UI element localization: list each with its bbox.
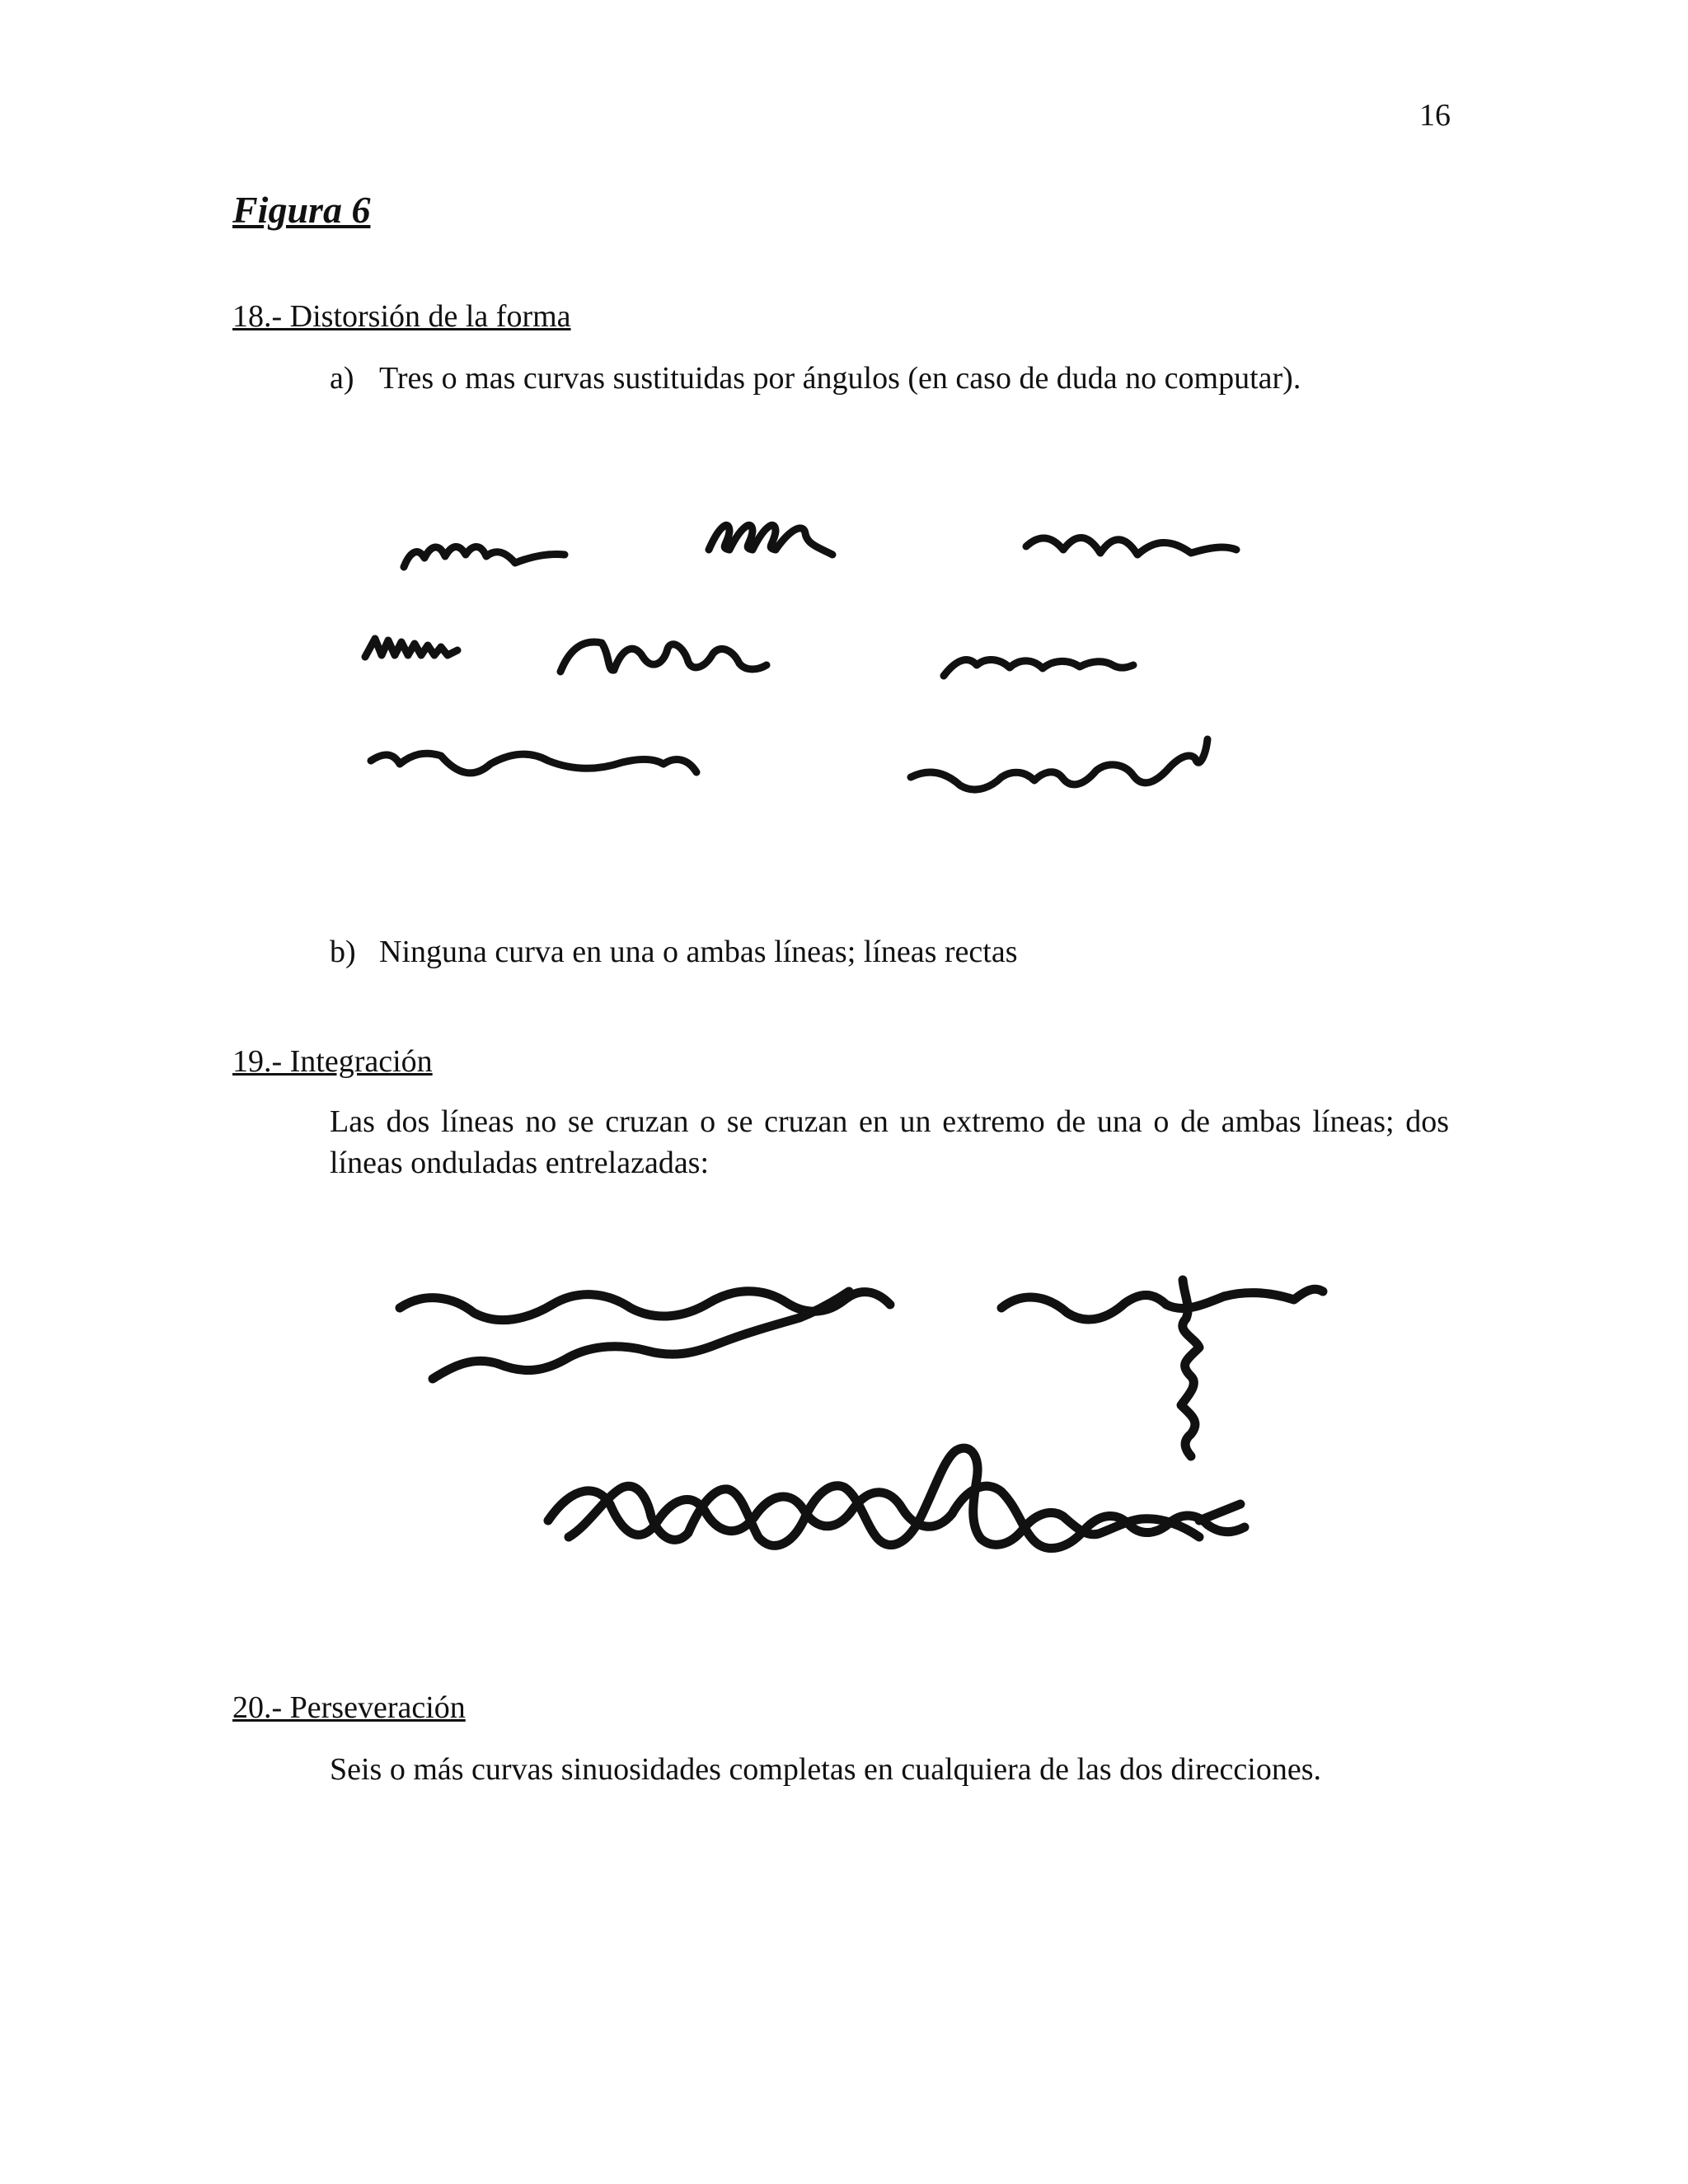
section-18-item-b bbox=[330, 931, 1018, 972]
item-a-label: a) bbox=[330, 361, 354, 396]
item-b-text: Ninguna curva en una o ambas líneas; líneas rectas bbox=[379, 935, 1018, 969]
integration-illustration bbox=[375, 1240, 1418, 1619]
sample-stroke-5 bbox=[560, 642, 767, 672]
figure-title: Figura 6 bbox=[232, 189, 371, 231]
sample-stroke-1 bbox=[404, 546, 565, 567]
sample-stroke-7 bbox=[371, 753, 696, 773]
right-horizontal-wave bbox=[1001, 1289, 1323, 1319]
section-18-heading: 18.- Distorsión de la forma bbox=[232, 299, 571, 334]
section-20-text: Seis o más curvas sinuosidades completas en cualquiera de las dos direcciones. bbox=[330, 1752, 1321, 1787]
section-18-item-a bbox=[330, 358, 1301, 399]
sample-stroke-6 bbox=[944, 660, 1133, 676]
section-19-text: Las dos líneas no se cruzan o se cruzan en un extremo de una o de ambas líneas; dos líneas onduladas entrelazadas: bbox=[330, 1104, 1449, 1180]
distorted-curves-illustration bbox=[317, 474, 1360, 853]
section-20-heading: 20.- Perseveración bbox=[232, 1690, 466, 1725]
sample-stroke-3 bbox=[1026, 537, 1236, 555]
tail-stroke bbox=[1199, 1504, 1240, 1521]
section-19-heading: 19.- Integración bbox=[232, 1044, 433, 1079]
sample-stroke-8 bbox=[911, 739, 1207, 790]
item-a-text: Tres o mas curvas sustituidas por ángulos (en caso de duda no computar). bbox=[379, 361, 1301, 396]
sample-stroke-4 bbox=[365, 639, 457, 657]
sample-stroke-2 bbox=[709, 525, 832, 555]
item-b-label: b) bbox=[330, 935, 356, 969]
page-number: 16 bbox=[1419, 98, 1451, 133]
